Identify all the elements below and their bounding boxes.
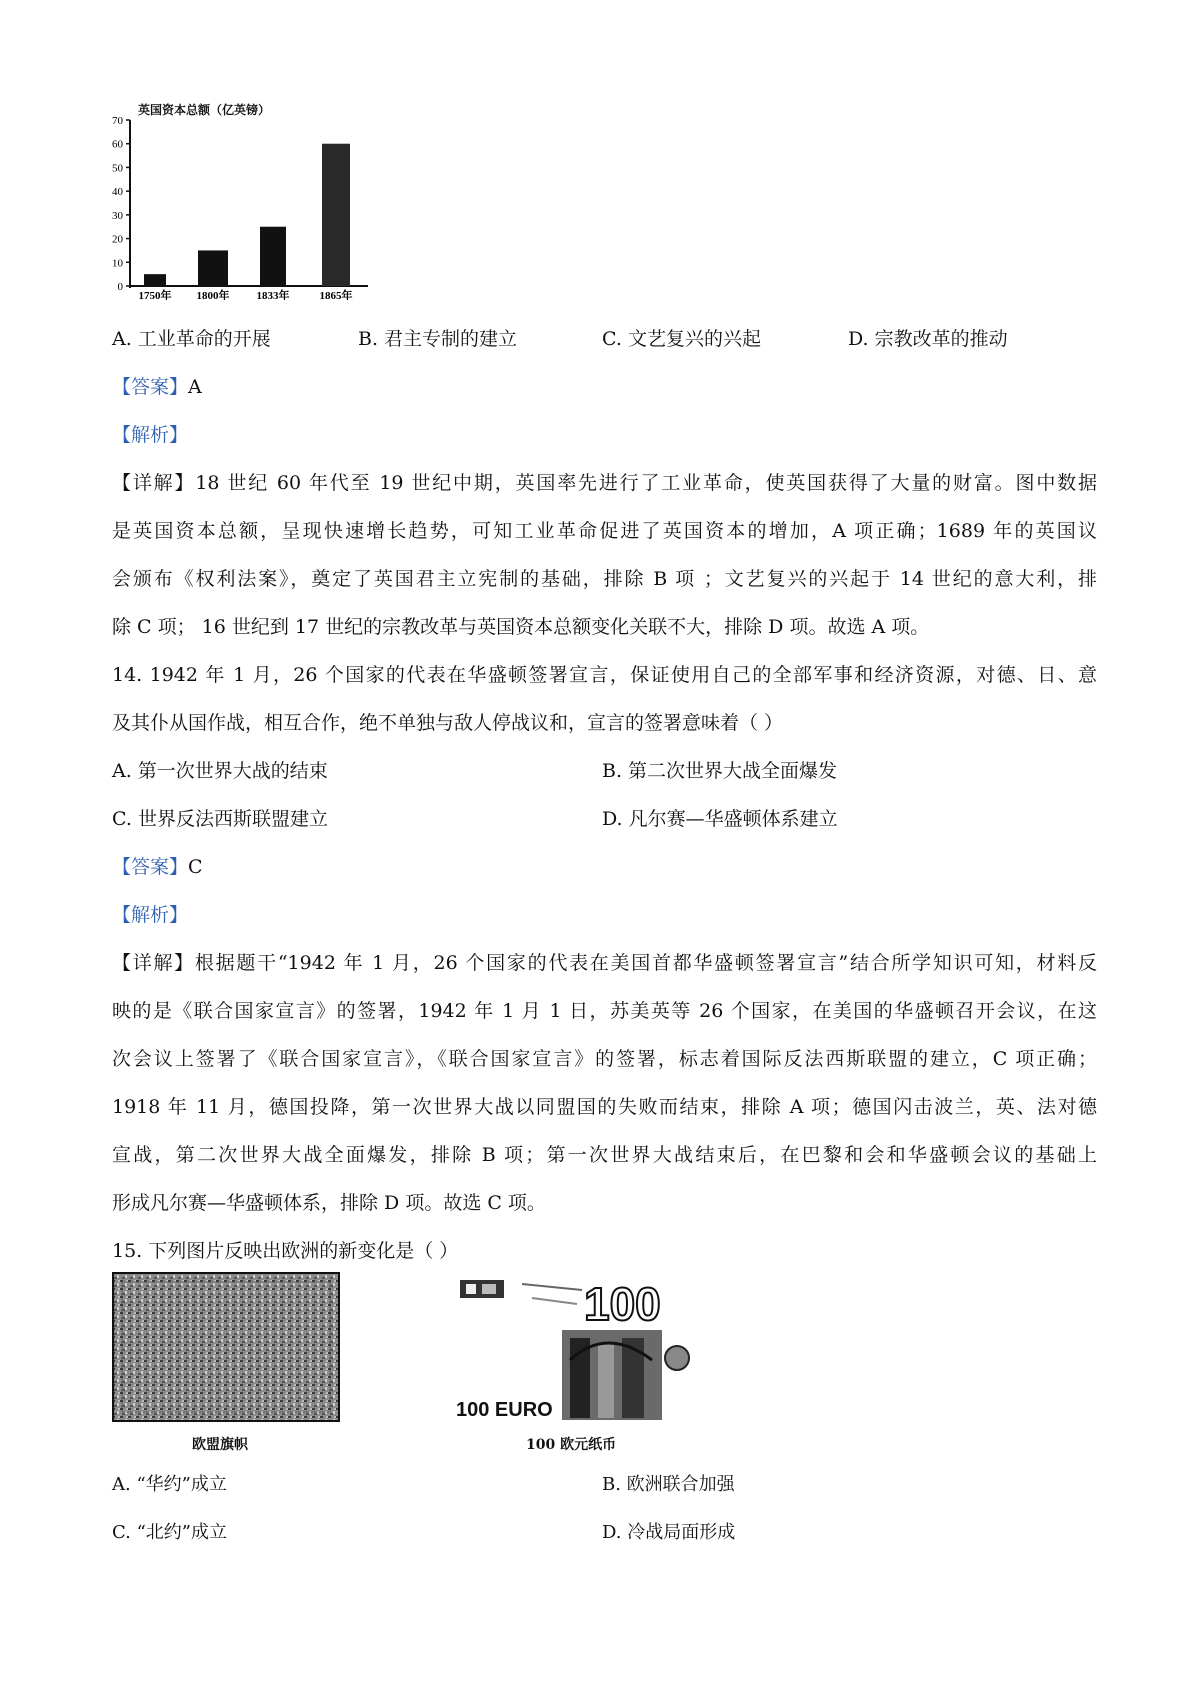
q15-option-a: A. “华约”成立 [112, 1474, 227, 1495]
q14-option-a: A. 第一次世界大战的结束 [112, 760, 328, 782]
y-tick-label: 30 [112, 209, 123, 222]
q14-option-c: C. 世界反法西斯联盟建立 [112, 808, 328, 830]
answer-value: C [188, 856, 203, 878]
x-tick-label: 1800年 [196, 290, 230, 300]
answer-label: 【答案】 [112, 856, 189, 878]
q15-option-d: D. 冷战局面形成 [602, 1522, 736, 1543]
q14-detail-line-1 [112, 948, 1097, 975]
euro-banknote-image [452, 1270, 692, 1430]
eu-flag-image [112, 1272, 340, 1422]
q15-option-c: C. “北约”成立 [112, 1522, 227, 1543]
q14-answer [112, 852, 203, 879]
q13-option-c: C. 文艺复兴的兴起 [602, 328, 761, 350]
x-tick-label: 1750年 [138, 290, 172, 300]
q14-detail-line-5: 宣战，第二次世界大战全面爆发，排除 B 项；第一次世界大战结束后，在巴黎和会和华盛顿会议的基础上 [112, 1144, 1097, 1166]
q14-option-b: B. 第二次世界大战全面爆发 [602, 760, 838, 782]
note-denomination: 100 [584, 1278, 661, 1330]
q13-detail-line-2: 是英国资本总额，呈现快速增长趋势，可知工业革命促进了英国资本的增加，A 项正确；1689 年的英国议 [112, 520, 1097, 542]
q14-option-d: D. 凡尔赛—华盛顿体系建立 [602, 808, 838, 830]
detail-label: 【详解】 [112, 952, 195, 974]
q13-analysis-label: 【解析】 [112, 424, 189, 446]
q13-option-d: D. 宗教改革的推动 [848, 328, 1008, 350]
detail-label: 【详解】 [112, 472, 196, 494]
answer-value: A [188, 376, 202, 398]
x-tick-label: 1833年 [256, 290, 290, 300]
fig2-caption: 100 欧元纸币 [526, 1437, 617, 1453]
q15-option-b: B. 欧洲联合加强 [602, 1474, 735, 1495]
q15-stem: 15. 下列图片反映出欧洲的新变化是（ ） [112, 1240, 459, 1262]
q13-option-a: A. 工业革命的开展 [112, 328, 271, 350]
y-tick-label: 50 [112, 162, 123, 175]
q14-analysis-label: 【解析】 [112, 904, 189, 926]
y-tick-label: 60 [112, 138, 123, 151]
detail-text: 根据题干“1942 年 1 月，26 个国家的代表在美国首都华盛顿签署宣言”结合所学知识可知，材料反 [194, 952, 1097, 974]
bar [260, 227, 286, 286]
y-tick-label: 0 [117, 281, 123, 293]
q13-detail-line-1 [112, 468, 1097, 495]
q13-detail-line-3: 会颁布《权利法案》，奠定了英国君主立宪制的基础，排除 B 项 ；文艺复兴的兴起于 14 世纪的意大利，排 [112, 568, 1097, 590]
detail-text: 18 世纪 60 年代至 19 世纪中期，英国率先进行了工业革命，使英国获得了大量的财富。图中数据 [195, 472, 1097, 494]
y-tick-label: 20 [112, 233, 123, 246]
q13-detail-line-4: 除 C 项； 16 世纪到 17 世纪的宗教改革与英国资本总额变化关联不大，排除 D 项。故选 A 项。 [112, 616, 930, 638]
q13-answer [112, 372, 202, 399]
y-tick-label: 40 [112, 186, 123, 199]
chart-title: 英国资本总额（亿英镑） [138, 103, 271, 117]
bar [322, 144, 350, 286]
y-tick-label: 70 [112, 115, 123, 127]
y-tick-label: 10 [112, 257, 123, 270]
bar [198, 250, 228, 286]
fig1-caption: 欧盟旗帜 [192, 1437, 248, 1453]
q14-stem-line-2: 及其仆从国作战，相互合作，绝不单独与敌人停战议和，宣言的签署意味着（ ） [112, 712, 784, 734]
q14-detail-line-3: 次会议上签署了《联合国家宣言》，《联合国家宣言》的签署，标志着国际反法西斯联盟的建立，C 项正确； [112, 1048, 1097, 1070]
x-tick-label: 1865年 [319, 290, 353, 300]
q14-detail-line-6: 形成凡尔赛—华盛顿体系，排除 D 项。故选 C 项。 [112, 1192, 546, 1214]
q14-stem-line-1: 14. 1942 年 1 月，26 个国家的代表在华盛顿签署宣言，保证使用自己的全部军事和经济资源，对德、日、意 [112, 664, 1097, 686]
bar [144, 274, 166, 286]
answer-label: 【答案】 [112, 376, 189, 398]
capital-bar-chart [100, 100, 400, 300]
q14-detail-line-4: 1918 年 11 月，德国投降，第一次世界大战以同盟国的失败而结束，排除 A 项；德国闪击波兰，英、法对德 [112, 1096, 1097, 1118]
note-euro-text: 100 EURO [456, 1399, 553, 1421]
q14-detail-line-2: 映的是《联合国家宣言》的签署，1942 年 1 月 1 日，苏美英等 26 个国家，在美国的华盛顿召开会议，在这 [112, 1000, 1097, 1022]
q13-option-b: B. 君主专制的建立 [358, 328, 518, 350]
